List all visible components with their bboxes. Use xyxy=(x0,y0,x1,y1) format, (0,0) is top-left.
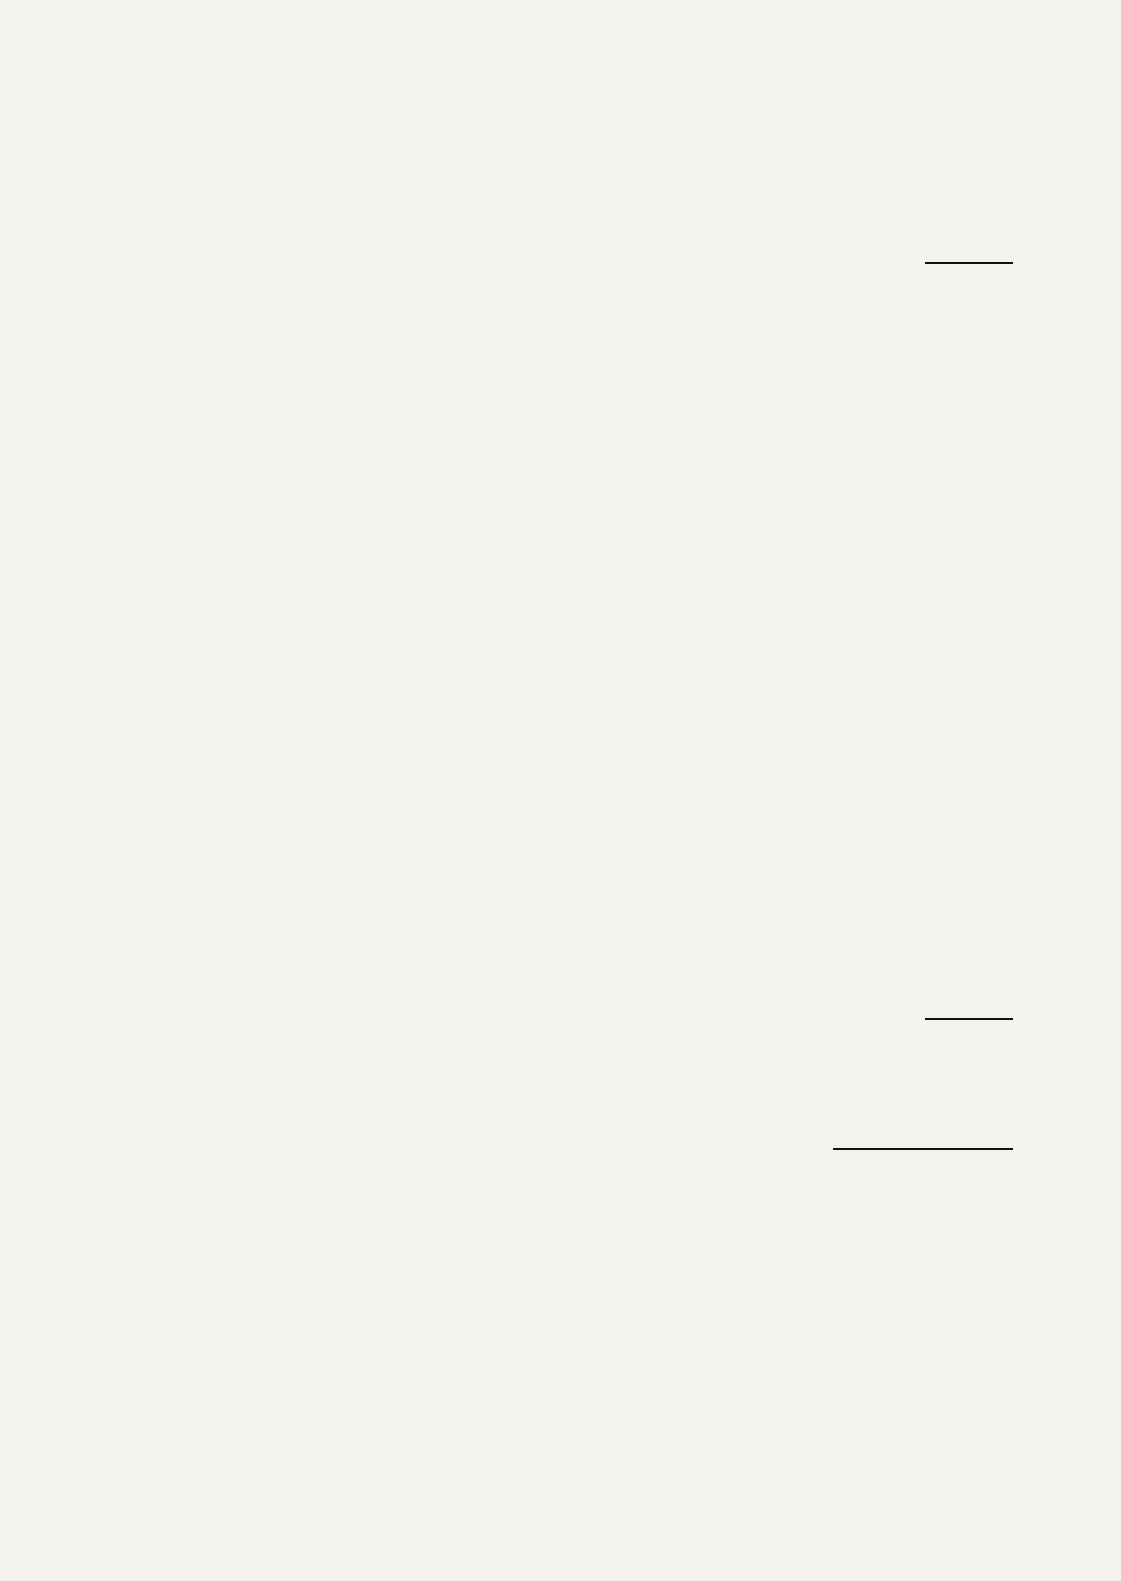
page-title xyxy=(170,150,1013,210)
section-2-paragraph-1 xyxy=(170,1050,1013,1142)
footnote-separator xyxy=(833,1148,1013,1150)
section-2-heading xyxy=(170,966,1013,1018)
section-1-paragraph-2 xyxy=(170,676,1013,952)
section-1-heading-underline xyxy=(925,262,1013,264)
page-number xyxy=(0,1432,1121,1468)
section-1-paragraph-1 xyxy=(170,294,1013,662)
footnote-2 xyxy=(170,1242,1013,1298)
footnote-1 xyxy=(170,1176,1013,1232)
section-2-heading-underline xyxy=(925,1018,1013,1020)
section-1-heading xyxy=(170,210,1013,262)
page-content xyxy=(170,150,1013,1308)
